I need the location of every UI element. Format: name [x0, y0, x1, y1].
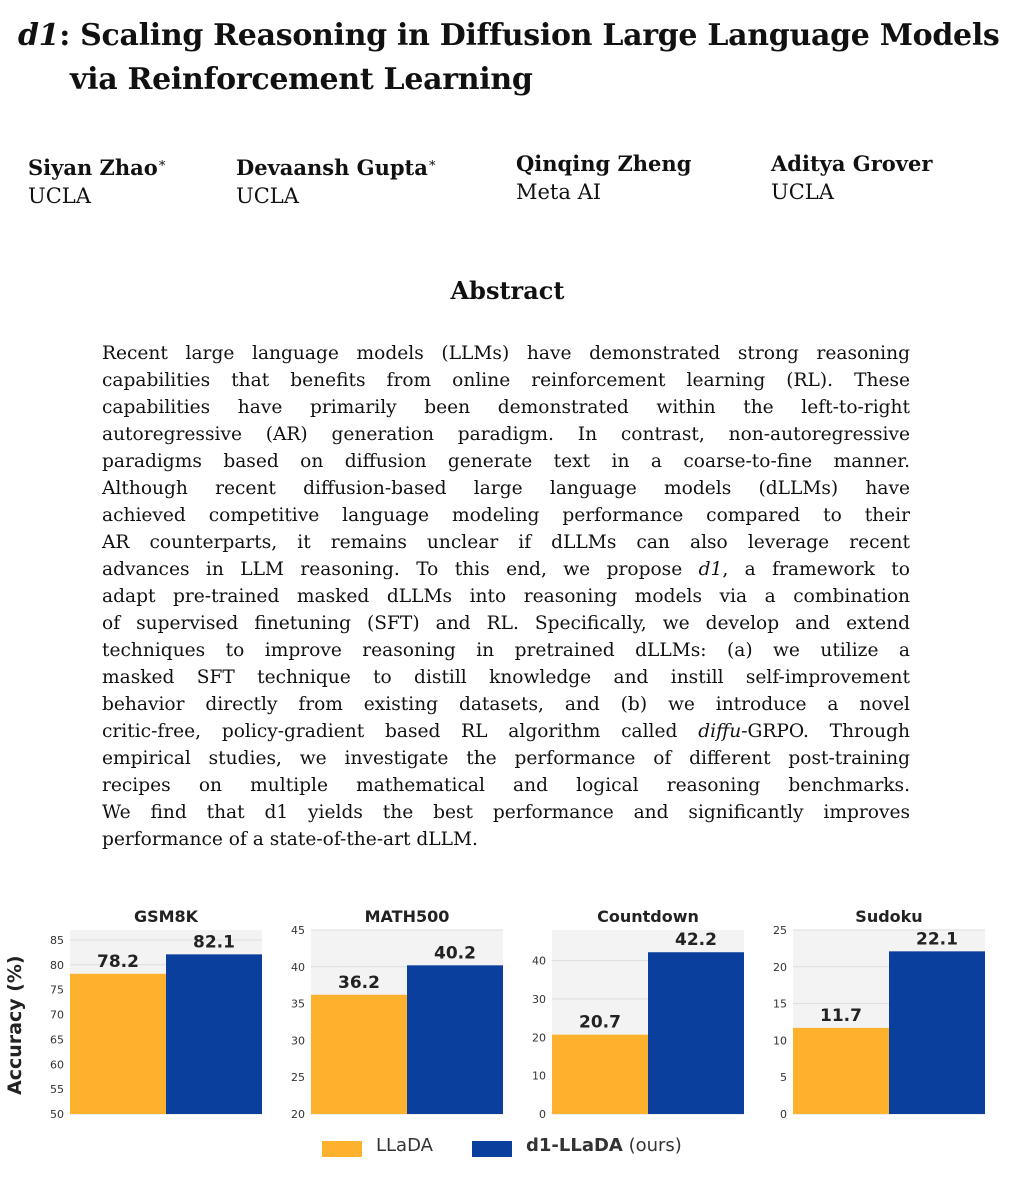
abstract-line: Recent large language models (LLMs) have demonstrated strong reasoning: [102, 343, 910, 364]
chart-title: GSM8K: [133, 907, 199, 926]
author-name: Siyan Zhao: [28, 155, 158, 180]
abstract-line-part: advances in LLM reasoning. To this end, we propose: [102, 559, 683, 580]
bar-d1-llada: [889, 951, 985, 1114]
author-affiliation: UCLA: [28, 184, 91, 208]
abstract-line: capabilities have primarily been demonstrated within the left-to-right: [102, 397, 910, 418]
abstract-line: of supervised finetuning (SFT) and RL. Specifically, we develop and extend: [102, 613, 910, 634]
abstract-line: recipes on multiple mathematical and logical reasoning benchmarks.: [102, 775, 910, 796]
abstract-line: empirical studies, we investigate the performance of different post-training: [102, 748, 910, 769]
y-tick-label: 75: [50, 983, 64, 997]
bar-value-label: 42.2: [675, 930, 717, 951]
abstract-line: capabilities that benefits from online reinforcement learning (RL). These: [102, 370, 910, 391]
y-tick-label: 65: [50, 1033, 64, 1047]
title-line1: : Scaling Reasoning in Diffusion Large Language Models: [59, 18, 1000, 53]
abstract-line: performance of a state-of-the-art dLLM.: [102, 829, 478, 850]
bar-value-label: 36.2: [338, 972, 380, 993]
abstract-heading: Abstract: [450, 276, 565, 305]
y-tick-label: 70: [50, 1008, 64, 1022]
y-tick-label: 30: [291, 1034, 305, 1048]
y-tick-label: 25: [291, 1071, 305, 1085]
bar-llada: [793, 1028, 889, 1114]
equal-contribution-mark: ∗: [157, 156, 167, 171]
abstract-line: paradigms based on diffusion generate text in a coarse-to-fine manner.: [102, 451, 910, 472]
y-tick-label: 80: [50, 958, 64, 972]
legend-d1-swatch: [472, 1141, 512, 1157]
chart-title: Sudoku: [855, 907, 923, 926]
y-tick-label: 20: [532, 1031, 546, 1045]
bar-value-label: 82.1: [193, 932, 235, 953]
y-tick-label: 40: [532, 954, 546, 968]
y-tick-label: 85: [50, 933, 64, 947]
y-tick-label: 0: [780, 1108, 787, 1121]
author-name: Devaansh Gupta: [236, 155, 428, 180]
legend-d1-suffix: (ours): [622, 1135, 682, 1156]
legend-llada-swatch: [322, 1141, 362, 1157]
abstract-line: Although recent diffusion-based large language models (dLLMs) have: [102, 478, 910, 499]
bar-value-label: 40.2: [434, 943, 476, 964]
author-affiliation: UCLA: [771, 180, 834, 204]
legend-d1-label: d1-LLaDA: [526, 1135, 623, 1156]
abstract-line: AR counterparts, it remains unclear if dLLMs can also leverage recent: [102, 532, 910, 553]
bar-d1-llada: [407, 965, 503, 1114]
y-tick-label: 60: [50, 1058, 64, 1072]
legend-llada-label: LLaDA: [376, 1135, 433, 1156]
abstract-line: We find that d1 yields the best performance and significantly improves: [102, 802, 910, 823]
bar-llada: [70, 974, 166, 1114]
abstract-d1-italic: d1: [698, 559, 723, 580]
bar-value-label: 78.2: [97, 951, 139, 972]
y-tick-label: 25: [773, 924, 787, 937]
abstract-body: [102, 340, 910, 853]
equal-contribution-mark: ∗: [427, 156, 437, 171]
title-line2: via Reinforcement Learning: [70, 62, 533, 97]
abstract-line: adapt pre-trained masked dLLMs into reasoning models via a combination: [102, 586, 910, 607]
chart-title: Countdown: [597, 907, 699, 926]
y-tick-label: 10: [532, 1069, 546, 1083]
abstract-diffu-italic: diffu: [698, 721, 742, 742]
y-tick-label: 20: [291, 1108, 305, 1121]
y-tick-label: 55: [50, 1083, 64, 1097]
abstract-line: techniques to improve reasoning in pretrained dLLMs: (a) we utilize a: [102, 640, 910, 661]
y-tick-label: 40: [291, 960, 305, 974]
y-axis-label: Accuracy (%): [4, 955, 26, 1095]
abstract-line: behavior directly from existing datasets, and (b) we introduce a novel: [102, 694, 910, 715]
y-tick-label: 5: [780, 1071, 787, 1085]
author-affiliation: UCLA: [236, 184, 299, 208]
bar-llada: [552, 1035, 648, 1114]
y-tick-label: 50: [50, 1108, 64, 1121]
author-name: Qinqing Zheng: [516, 151, 692, 176]
abstract-line: [102, 718, 910, 745]
y-tick-label: 10: [773, 1034, 787, 1048]
abstract-line-part: critic-free, policy-gradient based RL algorithm called: [102, 721, 678, 742]
abstract-line-part: -GRPO. Through: [741, 721, 910, 742]
author-affiliation: Meta AI: [516, 180, 602, 204]
y-tick-label: 0: [539, 1108, 546, 1121]
y-tick-label: 20: [773, 960, 787, 974]
author-block-4: [771, 150, 932, 206]
bar-value-label: 20.7: [579, 1012, 621, 1033]
title-d1: d1: [18, 18, 60, 53]
chart-title: MATH500: [364, 907, 450, 926]
y-tick-label: 35: [291, 997, 305, 1011]
paper-title: [18, 14, 1008, 102]
bar-value-label: 22.1: [916, 929, 958, 950]
y-tick-label: 15: [773, 997, 787, 1011]
author-block-3: [516, 150, 691, 206]
abstract-line: autoregressive (AR) generation paradigm. In contrast, non-autoregressive: [102, 424, 910, 445]
abstract-line-part: , a framework to: [722, 559, 910, 580]
abstract-line: achieved competitive language modeling performance compared to their: [102, 505, 910, 526]
author-block-2: [236, 150, 437, 210]
bar-value-label: 11.7: [820, 1005, 862, 1026]
bar-d1-llada: [166, 954, 262, 1114]
abstract-line: [102, 556, 910, 583]
abstract-line: masked SFT technique to distill knowledge and instill self-improvement: [102, 667, 910, 688]
y-tick-label: 45: [291, 924, 305, 937]
author-block-1: [28, 150, 167, 210]
bar-d1-llada: [648, 952, 744, 1114]
bar-llada: [311, 995, 407, 1114]
author-name: Aditya Grover: [771, 151, 933, 176]
y-tick-label: 30: [532, 993, 546, 1006]
